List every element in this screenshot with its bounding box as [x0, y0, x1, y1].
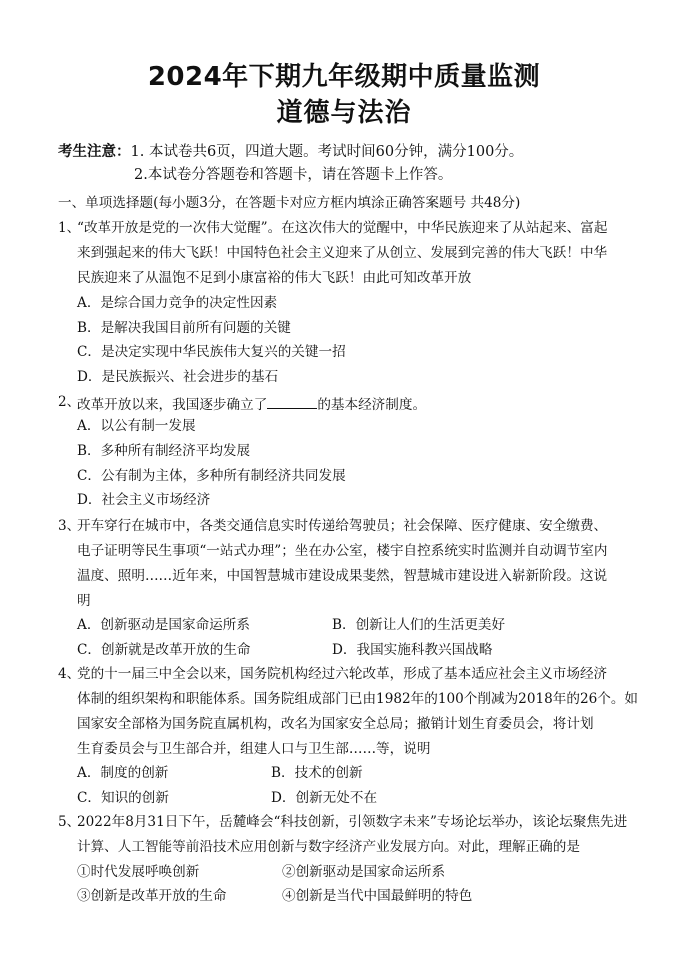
q1-line-3: 民族迎来了从温饱不足到小康富裕的伟大飞跃！由此可知改革开放: [77, 270, 472, 286]
q3-option-c: C．创新就是改革开放的生命: [77, 642, 251, 658]
q1-option-d: D．是民族振兴、社会进步的基石: [77, 369, 279, 385]
q5-item-3: ③创新是改革开放的生命: [77, 888, 227, 904]
notice-item-1: 1. 本试卷共6页，四道大题。考试时间60分钟，满分100分。: [130, 144, 524, 160]
q4-option-a: A．制度的创新: [77, 765, 169, 781]
exam-subject: 道德与法治: [276, 98, 412, 128]
q1-line-1: “改革开放是党的一次伟大觉醒”。在这次伟大的觉醒中，中华民族迎来了从站起来、富起: [77, 220, 608, 236]
q1-option-b: B．是解决我国目前所有问题的关键: [77, 320, 291, 336]
q4-line-4: 生育委员会与卫生部合并，组建人口与卫生部……等，说明: [77, 741, 431, 757]
q2-stem-post: 的基本经济制度。: [317, 397, 427, 413]
q5-line-1: 2022年8月31日下午，岳麓峰会“科技创新，引领数字未来”专场论坛举办，该论坛聚焦先进: [77, 814, 628, 830]
q2-option-d: D．社会主义市场经济: [77, 492, 211, 508]
q2-number: 2、: [58, 394, 81, 410]
q5-item-4: ④创新是当代中国最鲜明的特色: [282, 888, 473, 904]
q1-option-a: A．是综合国力竞争的决定性因素: [77, 295, 278, 311]
q1-number: 1、: [58, 220, 81, 236]
q4-line-2: 体制的组织架构和职能体系。国务院组成部门已由1982年的100个削减为2018年的26个。如: [77, 691, 639, 707]
q4-line-1: 党的十一届三中全会以来，国务院机构经过六轮改革，形成了基本适应社会主义市场经济: [77, 666, 608, 682]
q3-option-b: B．创新让人们的生活更美好: [332, 617, 506, 633]
q3-line-3: 温度、照明……近年来，中国智慧城市建设成果斐然，智慧城市建设进入崭新阶段。这说: [77, 568, 608, 584]
q4-line-3: 国家安全部格为国务院直属机构，改名为国家安全总局；撤销计划生育委员会，将计划: [77, 716, 594, 732]
q2-option-b: B．多种所有制经济平均发展: [77, 443, 251, 459]
q3-line-2: 电子证明等民生事项“一站式办理”；坐在办公室，楼宇自控系统实时监测并自动调节室内: [77, 543, 608, 559]
q1-line-2: 来到强起来的伟大飞跃！中国特色社会主义迎来了从创立、发展到完善的伟大飞跃！中华: [77, 245, 608, 261]
q3-line-1: 开车穿行在城市中，各类交通信息实时传递给驾驶员；社会保障、医疗健康、安全缴费、: [77, 518, 608, 534]
q3-option-d: D．我国实施科教兴国战略: [332, 642, 493, 658]
q4-option-b: B．技术的创新: [271, 765, 363, 781]
q2-stem-pre: 改革开放以来，我国逐步确立了: [77, 397, 268, 413]
q4-option-c: C．知识的创新: [77, 790, 169, 806]
q3-line-4: 明: [77, 593, 91, 609]
notice-label: 考生注意：: [58, 144, 131, 160]
q2-blank: [267, 396, 317, 409]
exam-title: 2024年下期九年级期中质量监测: [147, 62, 541, 92]
q2-option-a: A．以公有制一发展: [77, 418, 196, 434]
q3-option-a: A．创新驱动是国家命运所系: [77, 617, 250, 633]
q5-number: 5、: [58, 814, 81, 830]
notice-line-1: [58, 140, 523, 161]
q2-option-c: C．公有制为主体，多种所有制经济共同发展: [77, 468, 346, 484]
notice-item-2: 2.本试卷分答题卷和答题卡，请在答题卡上作答。: [134, 167, 453, 183]
q3-number: 3、: [58, 518, 81, 534]
q4-option-d: D．创新无处不在: [271, 790, 378, 806]
q5-item-1: ①时代发展呼唤创新: [77, 864, 200, 880]
q1-option-c: C．是决定实现中华民族伟大复兴的关键一招: [77, 344, 346, 360]
q4-number: 4、: [58, 666, 81, 682]
q5-item-2: ②创新驱动是国家命运所系: [282, 864, 446, 880]
q5-line-2: 计算、人工智能等前沿技术应用创新与数字经济产业发展方向。对此，理解正确的是: [77, 839, 580, 855]
section-heading: 一、单项选择题(每小题3分，在答题卡对应方框内填涂正确答案题号 共48分): [58, 195, 521, 211]
q2-stem: [77, 396, 426, 413]
